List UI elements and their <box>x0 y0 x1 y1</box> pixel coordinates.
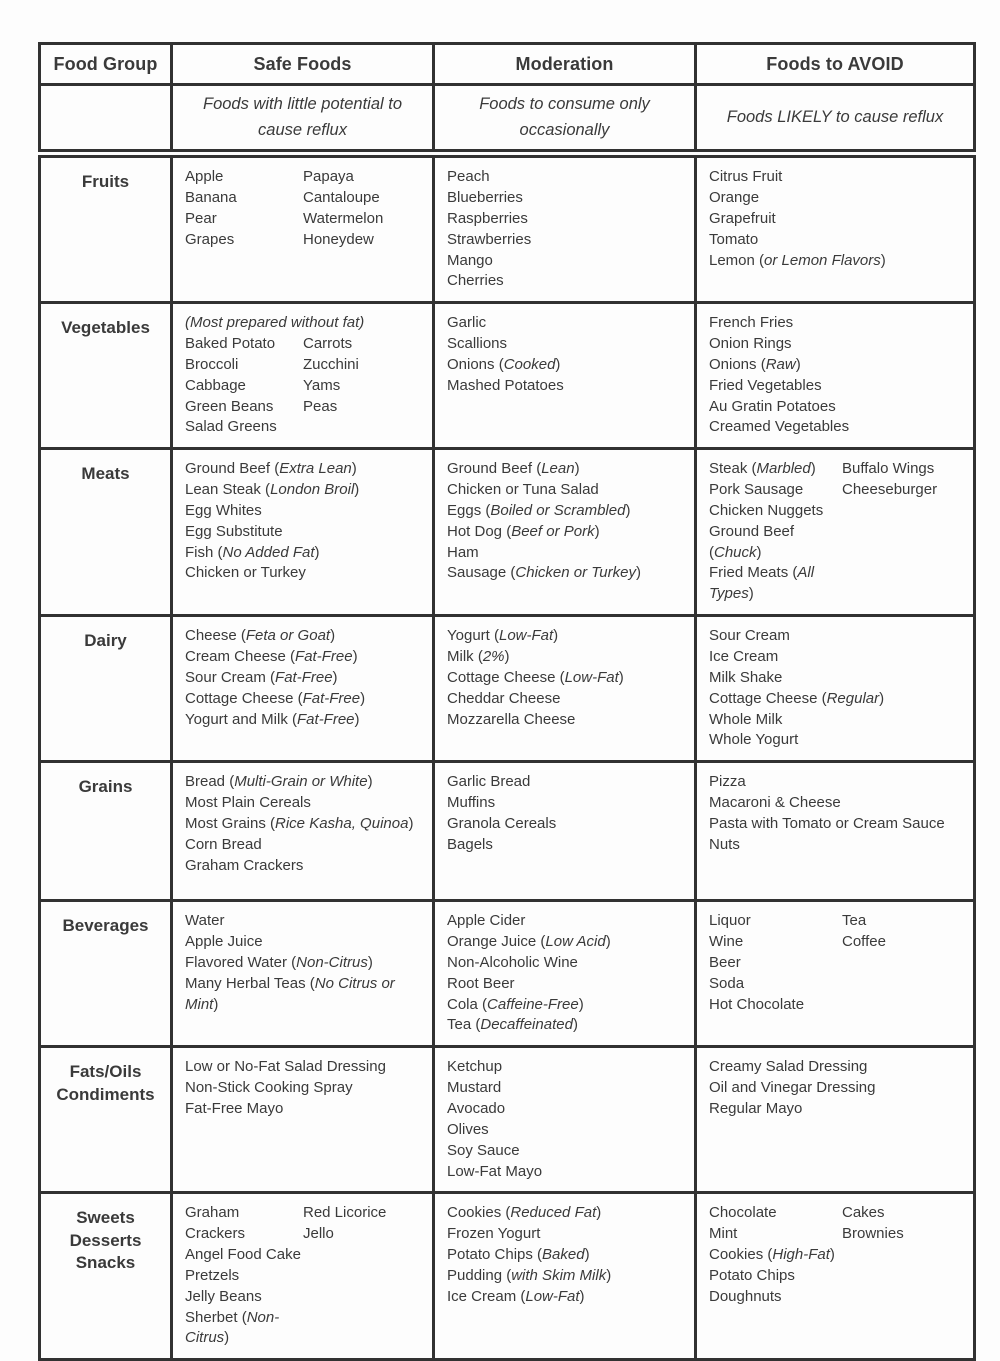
food-item: Ice Cream (Low-Fat) <box>447 1287 585 1305</box>
row-group-label: Sweets Desserts Snacks <box>40 1193 172 1360</box>
food-item: Yogurt and Milk (Fat-Free) <box>185 710 360 728</box>
food-item: Apple Cider <box>447 912 526 930</box>
food-item: Mozzarella Cheese <box>447 710 576 728</box>
safe-foods-cell <box>172 901 434 1047</box>
food-item: Non-Stick Cooking Spray <box>185 1079 353 1097</box>
food-item: Low or No-Fat Salad Dressing <box>185 1058 386 1076</box>
food-item: Regular Mayo <box>709 1099 803 1117</box>
food-item: Ketchup <box>447 1058 503 1076</box>
food-item: Olives <box>447 1120 489 1138</box>
subheader-foods-to-avoid: Foods LIKELY to cause reflux <box>696 85 975 154</box>
food-item: Lean Steak (London Broil) <box>185 481 360 499</box>
food-item: Zucchini <box>303 355 359 373</box>
moderation-cell <box>434 1193 696 1360</box>
food-item: Oil and Vinegar Dressing <box>709 1079 876 1097</box>
column-header-food-group: Food Group <box>40 44 172 85</box>
food-item: Peach <box>447 168 490 186</box>
food-item: Banana <box>185 188 237 206</box>
food-item: Avocado <box>447 1099 506 1117</box>
food-columns <box>709 459 965 605</box>
food-item: Garlic <box>447 314 487 332</box>
food-item: Macaroni & Cheese <box>709 794 841 812</box>
food-item: Flavored Water (Non-Citrus) <box>185 953 373 971</box>
moderation-cell <box>434 303 696 449</box>
food-column <box>303 1203 424 1349</box>
food-item: Chicken Nuggets <box>709 501 824 519</box>
food-item: Pizza <box>709 773 746 791</box>
safe-foods-cell <box>172 303 434 449</box>
avoid-cell <box>696 1193 975 1360</box>
food-column <box>842 911 965 1015</box>
food-item: Orange Juice (Low Acid) <box>447 933 611 951</box>
food-item: Whole Milk <box>709 710 783 728</box>
food-item: Graham Crackers <box>185 856 304 874</box>
food-item: Garlic Bread <box>447 773 531 791</box>
food-column <box>185 1203 303 1349</box>
food-item: (Most prepared without fat) <box>185 314 365 332</box>
food-item: Ice Cream <box>709 648 779 665</box>
food-item: Broccoli <box>185 355 239 373</box>
food-item: Graham Crackers <box>185 1204 246 1243</box>
food-item: Liquor <box>709 912 751 930</box>
food-item: Milk (2%) <box>447 648 510 665</box>
safe-foods-cell <box>172 449 434 616</box>
food-item: Bread (Multi-Grain or White) <box>185 773 373 791</box>
food-item: Blueberries <box>447 188 523 206</box>
avoid-cell <box>696 762 975 901</box>
food-item: Fat-Free Mayo <box>185 1099 284 1117</box>
food-item: Yams <box>303 376 341 394</box>
subheader-safe-foods: Foods with little potential to cause reflux <box>172 85 434 154</box>
food-item: Pretzels <box>185 1266 240 1284</box>
moderation-cell <box>434 449 696 616</box>
food-item: Orange <box>709 188 760 206</box>
food-item: Cola (Caffeine-Free) <box>447 995 584 1013</box>
food-item: Papaya <box>303 168 354 186</box>
row-group-label: Meats <box>40 449 172 616</box>
food-item: Cookies (Reduced Fat) <box>447 1204 602 1222</box>
food-item: Cakes <box>842 1204 885 1222</box>
food-item: Whole Yogurt <box>709 731 799 749</box>
food-item: Ham <box>447 543 479 561</box>
food-item: Cherries <box>447 272 504 290</box>
food-item: Sour Cream <box>709 627 790 645</box>
moderation-cell <box>434 154 696 303</box>
moderation-cell <box>434 616 696 762</box>
food-item: Yogurt (Low-Fat) <box>447 627 559 645</box>
row-group-label: Beverages <box>40 901 172 1047</box>
food-item: Jelly Beans <box>185 1287 262 1305</box>
food-item: Eggs (Boiled or Scrambled) <box>447 501 631 519</box>
food-item: Cantaloupe <box>303 188 380 206</box>
table-row <box>40 303 975 449</box>
food-column <box>842 459 965 605</box>
food-column <box>709 459 842 605</box>
moderation-cell <box>434 762 696 901</box>
food-item: Strawberries <box>447 230 532 248</box>
food-item: Tea (Decaffeinated) <box>447 1016 578 1034</box>
food-item: Chocolate <box>709 1204 777 1222</box>
food-item: Red Licorice <box>303 1204 387 1222</box>
table-row <box>40 1047 975 1193</box>
food-item: Mango <box>447 251 493 269</box>
food-item: Cottage Cheese (Low-Fat) <box>447 668 624 686</box>
food-item: Creamy Salad Dressing <box>709 1058 868 1076</box>
food-item: Watermelon <box>303 209 384 227</box>
food-item: Honeydew <box>303 230 374 248</box>
food-column <box>709 1203 842 1307</box>
food-item: Pork Sausage <box>709 481 804 499</box>
food-item: Ground Beef (Chuck) <box>709 522 795 561</box>
avoid-cell <box>696 901 975 1047</box>
table-row <box>40 762 975 901</box>
avoid-cell <box>696 449 975 616</box>
food-column <box>185 167 303 250</box>
avoid-cell <box>696 616 975 762</box>
food-item: Chicken or Tuna Salad <box>447 481 599 499</box>
table-row <box>40 901 975 1047</box>
food-item: Pear <box>185 209 217 227</box>
food-column <box>303 334 424 438</box>
food-item: Doughnuts <box>709 1287 782 1305</box>
header-row <box>40 44 975 85</box>
safe-foods-cell <box>172 1047 434 1193</box>
food-item: Ground Beef (Lean) <box>447 460 580 478</box>
column-header-safe-foods: Safe Foods <box>172 44 434 85</box>
food-item: Frozen Yogurt <box>447 1225 541 1243</box>
table-row <box>40 1193 975 1360</box>
safe-foods-cell <box>172 154 434 303</box>
food-item: Most Plain Cereals <box>185 794 311 812</box>
food-item: Fried Vegetables <box>709 376 822 394</box>
food-item: Creamed Vegetables <box>709 418 850 436</box>
food-item: Onions (Raw) <box>709 355 801 373</box>
food-item: Mustard <box>447 1079 502 1097</box>
food-item: Egg Substitute <box>185 522 283 540</box>
food-item: Green Beans <box>185 397 274 415</box>
food-item: Hot Dog (Beef or Pork) <box>447 522 600 540</box>
subheader-row <box>40 85 975 154</box>
food-item: Corn Bread <box>185 835 262 853</box>
food-item: Grapefruit <box>709 209 776 227</box>
food-item: Pudding (with Skim Milk) <box>447 1266 612 1284</box>
food-item: Hot Chocolate <box>709 995 805 1013</box>
food-item: Coffee <box>842 933 886 951</box>
food-column <box>303 167 424 250</box>
food-item: Muffins <box>447 794 496 812</box>
food-column <box>185 334 303 438</box>
food-item: Steak (Marbled) <box>709 460 816 478</box>
moderation-cell <box>434 1047 696 1193</box>
food-item: Chicken or Turkey <box>185 564 306 582</box>
safe-foods-cell <box>172 616 434 762</box>
food-item: Fried Meats (All Types) <box>709 564 815 603</box>
row-group-label: Fruits <box>40 154 172 303</box>
food-item: Mint <box>709 1225 738 1243</box>
food-columns <box>185 1203 424 1349</box>
subheader-food-group <box>40 85 172 154</box>
food-item: Egg Whites <box>185 501 262 519</box>
food-item: Sausage (Chicken or Turkey) <box>447 564 641 582</box>
avoid-cell <box>696 1047 975 1193</box>
food-item: Pasta with Tomato or Cream Sauce <box>709 814 945 832</box>
food-item: Potato Chips (Baked) <box>447 1246 590 1264</box>
food-item: Buffalo Wings <box>842 460 935 478</box>
food-item: Apple Juice <box>185 933 263 951</box>
food-item: Onions (Cooked) <box>447 355 561 373</box>
food-item: Scallions <box>447 335 508 353</box>
food-item: Au Gratin Potatoes <box>709 397 836 415</box>
row-group-label: Dairy <box>40 616 172 762</box>
food-item: Milk Shake <box>709 668 783 686</box>
table-row <box>40 616 975 762</box>
food-column <box>842 1203 965 1307</box>
food-item: Many Herbal Teas (No Citrus or Mint) <box>185 974 395 1013</box>
food-item: Brownies <box>842 1225 904 1243</box>
food-table-body <box>40 154 975 1360</box>
safe-foods-cell <box>172 1193 434 1360</box>
food-item: Baked Potato <box>185 335 276 353</box>
food-item: Cottage Cheese (Regular) <box>709 689 885 707</box>
food-item: Soy Sauce <box>447 1141 520 1159</box>
food-column <box>709 911 842 1015</box>
food-item: Salad Greens <box>185 418 277 436</box>
table-header <box>40 44 975 154</box>
food-item: Potato Chips <box>709 1266 795 1284</box>
food-item: Cabbage <box>185 376 246 394</box>
food-item: Bagels <box>447 835 493 853</box>
food-item: Peas <box>303 397 338 415</box>
food-columns <box>709 1203 965 1307</box>
food-item: Apple <box>185 168 224 186</box>
table-row <box>40 449 975 616</box>
food-item: French Fries <box>709 314 794 332</box>
food-item: Lemon (or Lemon Flavors) <box>709 251 886 269</box>
food-item: Cookies (High-Fat) <box>709 1246 835 1264</box>
food-item: Grapes <box>185 230 235 248</box>
subheader-moderation: Foods to consume only occasionally <box>434 85 696 154</box>
column-header-moderation: Moderation <box>434 44 696 85</box>
food-item: Carrots <box>303 335 353 353</box>
row-group-label: Vegetables <box>40 303 172 449</box>
food-item: Angel Food Cake <box>185 1246 301 1264</box>
food-item: Citrus Fruit <box>709 168 783 186</box>
food-item: Mashed Potatoes <box>447 376 564 394</box>
food-item: Wine <box>709 933 744 951</box>
food-item: Tomato <box>709 230 759 248</box>
food-item: Sherbet (Non-Citrus) <box>185 1308 280 1347</box>
food-item: Non-Alcoholic Wine <box>447 953 578 971</box>
food-item: Cheddar Cheese <box>447 689 561 707</box>
food-item: Cottage Cheese (Fat-Free) <box>185 689 366 707</box>
food-item: Water <box>185 912 225 930</box>
moderation-cell <box>434 901 696 1047</box>
food-columns <box>709 911 965 1015</box>
food-item: Root Beer <box>447 974 515 992</box>
food-item: Raspberries <box>447 209 528 227</box>
row-group-label: Fats/Oils Condiments <box>40 1047 172 1193</box>
food-item: Jello <box>303 1225 334 1243</box>
food-item: Tea <box>842 912 867 930</box>
food-item: Onion Rings <box>709 335 792 353</box>
food-item: Cheese (Feta or Goat) <box>185 627 336 645</box>
food-item: Sour Cream (Fat-Free) <box>185 668 338 686</box>
food-item: Low-Fat Mayo <box>447 1162 543 1180</box>
avoid-cell <box>696 154 975 303</box>
avoid-cell <box>696 303 975 449</box>
safe-foods-cell <box>172 762 434 901</box>
food-item: Beer <box>709 953 741 971</box>
food-columns <box>185 167 424 250</box>
column-header-foods-to-avoid: Foods to AVOID <box>696 44 975 85</box>
food-item: Fish (No Added Fat) <box>185 543 320 561</box>
food-chart-table <box>38 42 976 1361</box>
food-item: Nuts <box>709 835 740 853</box>
food-item: Most Grains (Rice Kasha, Quinoa) <box>185 814 414 832</box>
food-item: Cheeseburger <box>842 481 938 499</box>
food-item: Soda <box>709 974 745 992</box>
food-item: Cream Cheese (Fat-Free) <box>185 648 358 665</box>
row-group-label: Grains <box>40 762 172 901</box>
food-item: Granola Cereals <box>447 814 557 832</box>
food-item: Ground Beef (Extra Lean) <box>185 460 357 478</box>
table-row <box>40 154 975 303</box>
food-columns <box>185 334 424 438</box>
